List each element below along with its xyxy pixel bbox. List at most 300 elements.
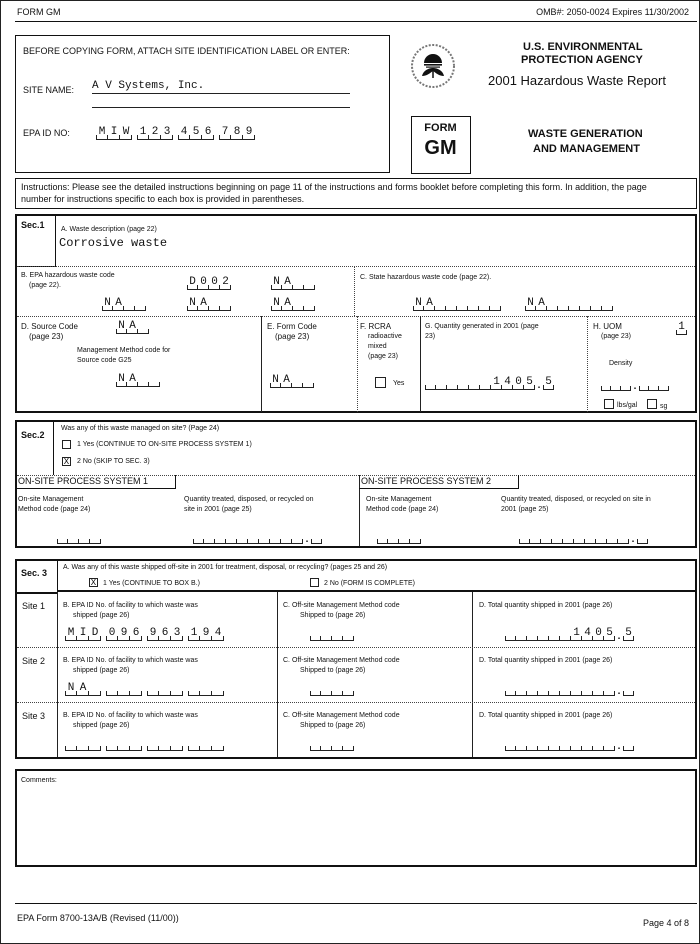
comb-group[interactable]: [271, 298, 315, 311]
system-2-method-label-line1: On-site Management: [366, 496, 432, 503]
comb-group[interactable]: [187, 277, 231, 290]
total-quantity-field[interactable]: [505, 739, 634, 751]
comb-cell: [505, 738, 516, 751]
comb-cell: [582, 683, 593, 696]
comb-group[interactable]: [137, 127, 173, 140]
comb-group[interactable]: [96, 127, 132, 140]
comb-cell: [469, 377, 480, 390]
system-2-qty-label-line2: 2001 (page 25): [501, 506, 549, 513]
comb-group[interactable]: [65, 738, 101, 751]
comb-group[interactable]: [505, 738, 615, 751]
epa-id-field[interactable]: [96, 128, 255, 140]
comb-cell: [89, 683, 101, 696]
omb-number: OMB#: 2050-0024 Expires 11/30/2002: [536, 7, 689, 17]
comments-label: Comments:: [21, 777, 57, 784]
total-quantity-label: D. Total quantity shipped in 2001 (page 26): [479, 712, 613, 719]
form-code-label: E. Form Code: [267, 322, 317, 331]
quantity-generated-page: 23): [425, 333, 436, 340]
site-name-field[interactable]: A V Systems, Inc.: [92, 80, 350, 94]
comb-cell: [602, 298, 613, 311]
site-name-field-line2[interactable]: [92, 107, 350, 108]
sg-checkbox[interactable]: [647, 399, 657, 409]
epa-hazardous-code-field[interactable]: [102, 299, 146, 311]
comb-cell: [425, 377, 436, 390]
uom-page: (page 23): [601, 333, 631, 340]
comb-group[interactable]: [106, 683, 142, 696]
comb-cell: 1: [188, 628, 200, 641]
form-code-page: (page 23): [275, 332, 310, 341]
sec1-g-h-divider: [587, 316, 588, 412]
state-hazardous-code-field[interactable]: [525, 299, 613, 311]
comb-cell: [89, 738, 101, 751]
form-number: EPA Form 8700-13A/B (Revised (11/00)): [17, 913, 179, 923]
comb-group[interactable]: [178, 127, 214, 140]
uom-field[interactable]: [676, 323, 687, 335]
comb-group[interactable]: [147, 738, 183, 751]
epa-seal-logo: [408, 41, 458, 91]
comb-cell: [505, 683, 516, 696]
comb-cell: [558, 298, 569, 311]
comb-cell: N: [116, 321, 127, 334]
comb-cell: [303, 375, 314, 388]
comb-cell: N: [413, 298, 424, 311]
comb-cell: [621, 378, 631, 391]
epa-hazardous-code-field[interactable]: [271, 299, 315, 311]
comb-cell: [607, 531, 618, 544]
epa-id-label-line2: shipped (page 26): [73, 612, 130, 619]
comb-cell: A: [77, 683, 89, 696]
comb-cell: [209, 298, 220, 311]
onsite-system-1-title: ON-SITE PROCESS SYSTEM 1: [18, 476, 149, 486]
comb-cell: [388, 531, 399, 544]
waste-description-field[interactable]: Corrosive waste: [59, 236, 168, 250]
comb-group[interactable]: [147, 683, 183, 696]
comb-cell: [200, 683, 212, 696]
comb-cell: [124, 298, 135, 311]
comb-cell: [321, 683, 332, 696]
sec3-label: Sec. 3: [21, 568, 48, 578]
comb-cell: [560, 628, 571, 641]
epa-id-label-line2: shipped (page 26): [73, 667, 130, 674]
comb-group[interactable]: [116, 374, 160, 387]
system-2-method-field[interactable]: [377, 532, 421, 544]
site-epa-id-field[interactable]: [65, 684, 224, 696]
system-1-method-field[interactable]: [57, 532, 101, 544]
comb-cell: 1: [491, 377, 502, 390]
comb-cell: A: [282, 298, 293, 311]
comb-cell: W: [120, 127, 132, 140]
system-2-quantity-field[interactable]: [519, 532, 648, 544]
comb-cell: [516, 683, 527, 696]
comb-cell: [147, 738, 159, 751]
comb-group[interactable]: [623, 738, 634, 751]
comb-group[interactable]: [623, 628, 634, 641]
comb-group[interactable]: [639, 378, 669, 391]
comb-cell: [332, 628, 343, 641]
comb-cell: 0: [198, 277, 209, 290]
system-1-quantity-field[interactable]: [193, 532, 322, 544]
comb-cell: 1: [571, 628, 582, 641]
comb-cell: [490, 298, 501, 311]
comb-cell: [304, 298, 315, 311]
comb-cell: [593, 683, 604, 696]
shipped-offsite-question: A. Was any of this waste shipped off-site in 2001 for treatment, disposal, or recycling? (pages 25 and 26): [63, 564, 388, 571]
sg-label: sg: [660, 403, 668, 410]
comb-cell: A: [424, 298, 435, 311]
comb-cell: [435, 298, 446, 311]
quantity-generated-label: G. Quantity generated in 2001 (page: [425, 323, 539, 330]
epa-id-label: B. EPA ID No. of facility to which waste was: [63, 712, 198, 719]
comb-cell: [149, 374, 160, 387]
comb-cell: [226, 531, 237, 544]
comb-cell: [618, 531, 629, 544]
offsite-no-checkbox[interactable]: [310, 578, 319, 587]
comb-cell: [549, 628, 560, 641]
comb-cell: N: [525, 298, 536, 311]
comb-cell: [604, 738, 615, 751]
comb-group[interactable]: [519, 531, 629, 544]
mgmt-method-label-line1: Management Method code for: [77, 347, 171, 354]
comb-cell: [479, 298, 490, 311]
comments-box[interactable]: [15, 769, 697, 867]
comb-group[interactable]: [543, 377, 554, 390]
lbs-gal-checkbox[interactable]: [604, 399, 614, 409]
lbs-gal-label: lbs/gal: [617, 402, 638, 409]
footer-rule: [15, 903, 697, 904]
offsite-method-label-line2: Shipped to (page 26): [300, 722, 366, 729]
site-epa-id-field[interactable]: [65, 739, 224, 751]
comb-group[interactable]: [425, 377, 535, 390]
comb-group[interactable]: [676, 322, 687, 335]
epa-hazardous-code-field[interactable]: [187, 299, 231, 311]
comb-cell: [106, 738, 118, 751]
site-name-label: SITE NAME:: [23, 85, 75, 95]
comb-cell: [106, 683, 118, 696]
comb-cell: [569, 298, 580, 311]
sec1-e-f-divider: [357, 316, 358, 412]
comb-cell: A: [127, 321, 138, 334]
comb-cell: 5: [623, 628, 634, 641]
sec1-label: Sec.1: [21, 220, 45, 230]
comb-cell: 9: [118, 628, 130, 641]
comb-cell: [623, 738, 634, 751]
comb-cell: [659, 378, 669, 391]
comb-cell: [159, 738, 171, 751]
rcra-yes-checkbox[interactable]: [375, 377, 386, 388]
comb-cell: [68, 531, 79, 544]
comb-cell: 7: [219, 127, 231, 140]
comb-cell: [270, 531, 281, 544]
comb-cell: [304, 277, 315, 290]
onsite-system-2-title-cell: [359, 475, 519, 489]
comb-group[interactable]: [601, 378, 631, 391]
comb-cell: [310, 628, 321, 641]
form-code-field[interactable]: [270, 376, 314, 388]
comb-cell: [574, 531, 585, 544]
comb-group[interactable]: [102, 298, 146, 311]
comb-cell: [212, 683, 224, 696]
comb-group[interactable]: [311, 531, 322, 544]
offsite-method-label: C. Off-site Management Method code: [283, 657, 400, 664]
rcra-yes-label: Yes: [393, 380, 405, 387]
comb-cell: [118, 683, 130, 696]
comb-group[interactable]: [377, 531, 421, 544]
agency-name-line1: U.S. ENVIRONMENTAL: [523, 41, 643, 53]
comb-group[interactable]: [310, 683, 354, 696]
comb-cell: [138, 321, 149, 334]
comb-cell: [188, 738, 200, 751]
total-quantity-field[interactable]: [505, 684, 634, 696]
comb-group[interactable]: [637, 531, 648, 544]
comb-group[interactable]: [505, 628, 615, 641]
epa-id-label-line2: shipped (page 26): [73, 722, 130, 729]
comb-cell: A: [113, 298, 124, 311]
comb-cell: M: [96, 127, 108, 140]
comb-cell: [281, 531, 292, 544]
comb-cell: [204, 531, 215, 544]
comb-group[interactable]: [623, 683, 634, 696]
comb-cell: [293, 277, 304, 290]
comb-cell: [541, 531, 552, 544]
comb-cell: [90, 531, 101, 544]
total-quantity-field[interactable]: [505, 629, 634, 641]
comb-group[interactable]: [271, 277, 315, 290]
comb-cell: [538, 738, 549, 751]
sec1-divider-2: [17, 316, 695, 317]
comb-cell: 2: [220, 277, 231, 290]
comb-group[interactable]: [413, 298, 501, 311]
site-label: Site 3: [22, 711, 46, 721]
comb-cell: [530, 531, 541, 544]
comb-cell: [343, 628, 354, 641]
rcra-label-line1: F. RCRA: [360, 322, 392, 331]
uom-label: H. UOM: [593, 322, 622, 331]
state-hazardous-code-field[interactable]: [413, 299, 501, 311]
comb-cell: [248, 531, 259, 544]
site-row: [17, 647, 695, 703]
site-identification-box: [15, 35, 390, 173]
onsite-system-1-title-cell: [17, 475, 176, 489]
mgmt-method-code-field[interactable]: [116, 375, 160, 387]
comb-cell: 0: [593, 628, 604, 641]
quantity-generated-field[interactable]: [425, 378, 554, 390]
comb-cell: [138, 374, 149, 387]
system-2-qty-label-line1: Quantity treated, disposed, or recycled on site in: [501, 496, 651, 503]
comb-cell: [311, 531, 322, 544]
comb-cell: [623, 683, 634, 696]
comb-cell: A: [198, 298, 209, 311]
comb-cell: [446, 298, 457, 311]
onsite-yes-label: 1 Yes (CONTINUE TO ON-SITE PROCESS SYSTEM 1): [77, 441, 252, 448]
sec3-label-cell: [17, 561, 58, 594]
comb-cell: N: [102, 298, 113, 311]
comb-cell: 4: [582, 628, 593, 641]
offsite-method-field[interactable]: [310, 739, 354, 751]
comb-cell: A: [281, 375, 292, 388]
comb-cell: [549, 683, 560, 696]
comb-cell: [585, 531, 596, 544]
system-1-qty-label-line2: site in 2001 (page 25): [184, 506, 252, 513]
comb-group[interactable]: [65, 683, 101, 696]
onsite-no-checkbox[interactable]: X: [63, 457, 70, 467]
comb-group[interactable]: [310, 628, 354, 641]
sec1-b-c-divider: [354, 266, 355, 316]
offsite-no-label: 2 No (FORM IS COMPLETE): [324, 580, 416, 587]
comb-cell: [65, 738, 77, 751]
mgmt-method-label-line2: Source code G25: [77, 357, 132, 364]
comb-cell: [310, 683, 321, 696]
comb-cell: [171, 683, 183, 696]
comb-cell: [580, 298, 591, 311]
comb-cell: [130, 738, 142, 751]
comb-cell: [188, 683, 200, 696]
total-quantity-label: D. Total quantity shipped in 2001 (page 26): [479, 657, 613, 664]
comb-cell: [399, 531, 410, 544]
comb-group[interactable]: [106, 628, 142, 641]
comb-cell: [332, 738, 343, 751]
instructions-text: Instructions: Please see the detailed instructions beginning on page 11 of the instructions and forms booklet before completing this form. In addition, the page number for instructions specific to each box is provided in parentheses.: [21, 182, 647, 204]
comb-cell: N: [271, 277, 282, 290]
source-code-label: D. Source Code: [21, 322, 78, 331]
rcra-label-line2: radioactive: [368, 333, 402, 340]
comb-cell: [212, 738, 224, 751]
comb-group[interactable]: [106, 738, 142, 751]
comb-cell: [527, 738, 538, 751]
form-header-label: FORM GM: [17, 7, 61, 17]
system-1-method-label-line2: Method code (page 24): [18, 506, 91, 513]
onsite-yes-checkbox[interactable]: [62, 440, 71, 449]
form-code-box: [411, 116, 471, 174]
density-label: Density: [609, 360, 633, 367]
comb-cell: I: [77, 628, 89, 641]
comb-cell: [118, 738, 130, 751]
report-title: 2001 Hazardous Waste Report: [488, 73, 667, 88]
comb-group[interactable]: [187, 298, 231, 311]
comb-cell: [547, 298, 558, 311]
comb-cell: 4: [212, 628, 224, 641]
total-quantity-label: D. Total quantity shipped in 2001 (page 26): [479, 602, 613, 609]
comb-group[interactable]: [310, 738, 354, 751]
comb-group[interactable]: [525, 298, 613, 311]
comb-cell: [321, 628, 332, 641]
site-label: Site 2: [22, 656, 46, 666]
comb-group[interactable]: [219, 127, 255, 140]
comb-cell: [457, 298, 468, 311]
comb-group[interactable]: [270, 375, 314, 388]
comb-cell: [310, 738, 321, 751]
managed-on-site-question: Was any of this waste managed on site? (Page 24): [61, 425, 220, 432]
comb-cell: [458, 377, 469, 390]
comb-cell: [552, 531, 563, 544]
header-rule: [15, 21, 697, 22]
epa-hazardous-code-field[interactable]: [187, 278, 231, 290]
sec2-label-cell: [17, 422, 54, 475]
comb-cell: [77, 738, 89, 751]
comb-group[interactable]: [147, 628, 183, 641]
comb-cell: 5: [524, 377, 535, 390]
comb-cell: [527, 628, 538, 641]
comb-cell: [519, 531, 530, 544]
comb-cell: [193, 531, 204, 544]
waste-description-label: A. Waste description (page 22): [61, 226, 157, 233]
onsite-system-2-title: ON-SITE PROCESS SYSTEM 2: [361, 476, 492, 486]
comb-cell: [292, 375, 303, 388]
offsite-method-field[interactable]: [310, 684, 354, 696]
comb-cell: [343, 683, 354, 696]
comb-cell: [571, 683, 582, 696]
comb-cell: [596, 531, 607, 544]
comb-cell: [215, 531, 226, 544]
comb-cell: 1: [137, 127, 149, 140]
comb-cell: 0: [513, 377, 524, 390]
epa-id-label: B. EPA ID No. of facility to which waste was: [63, 657, 198, 664]
comb-cell: [604, 683, 615, 696]
site-label: Site 1: [22, 601, 46, 611]
comb-group[interactable]: [65, 628, 101, 641]
comb-cell: [516, 738, 527, 751]
offsite-method-label: C. Off-site Management Method code: [283, 712, 400, 719]
comb-cell: [480, 377, 491, 390]
form-code: GM: [424, 137, 457, 159]
comb-cell: 9: [200, 628, 212, 641]
comb-cell: [410, 531, 421, 544]
instructions-box: [15, 178, 697, 209]
sec1-f-g-divider: [420, 316, 421, 412]
comb-cell: [447, 377, 458, 390]
comb-cell: [505, 628, 516, 641]
epa-hazardous-code-page: (page 22).: [29, 282, 61, 289]
sec1-label-cell: [17, 216, 56, 267]
comb-group[interactable]: [505, 683, 615, 696]
comb-cell: [582, 738, 593, 751]
comb-cell: 5: [604, 628, 615, 641]
comb-group[interactable]: [57, 531, 101, 544]
comb-cell: [591, 298, 602, 311]
comb-cell: 6: [130, 628, 142, 641]
comb-cell: [516, 628, 527, 641]
offsite-method-label: C. Off-site Management Method code: [283, 602, 400, 609]
offsite-method-field[interactable]: [310, 629, 354, 641]
form-subtitle-line2: AND MANAGEMENT: [533, 143, 640, 155]
epa-hazardous-code-field[interactable]: [271, 278, 315, 290]
comb-cell: A: [282, 277, 293, 290]
comb-cell: I: [108, 127, 120, 140]
page-number: Page 4 of 8: [642, 918, 689, 928]
source-code-field[interactable]: [116, 322, 149, 334]
comb-cell: [560, 738, 571, 751]
comb-group[interactable]: [193, 531, 303, 544]
comb-group[interactable]: [188, 628, 224, 641]
site-row: [17, 702, 695, 757]
comb-group[interactable]: [116, 321, 149, 334]
comb-group[interactable]: [188, 683, 224, 696]
sec1-d-e-divider: [261, 316, 262, 412]
density-field[interactable]: [601, 379, 669, 391]
comb-group[interactable]: [188, 738, 224, 751]
comb-cell: N: [187, 298, 198, 311]
comb-cell: [220, 298, 231, 311]
comb-cell: [468, 298, 479, 311]
comb-cell: [343, 738, 354, 751]
offsite-yes-checkbox[interactable]: X: [90, 578, 97, 588]
comb-cell: [200, 738, 212, 751]
comb-cell: [571, 738, 582, 751]
comb-cell: [637, 531, 648, 544]
comb-cell: [130, 683, 142, 696]
onsite-no-label: 2 No (SKIP TO SEC. 3): [77, 458, 150, 465]
site-epa-id-field[interactable]: [65, 629, 224, 641]
epa-id-label: EPA ID NO:: [23, 128, 70, 138]
